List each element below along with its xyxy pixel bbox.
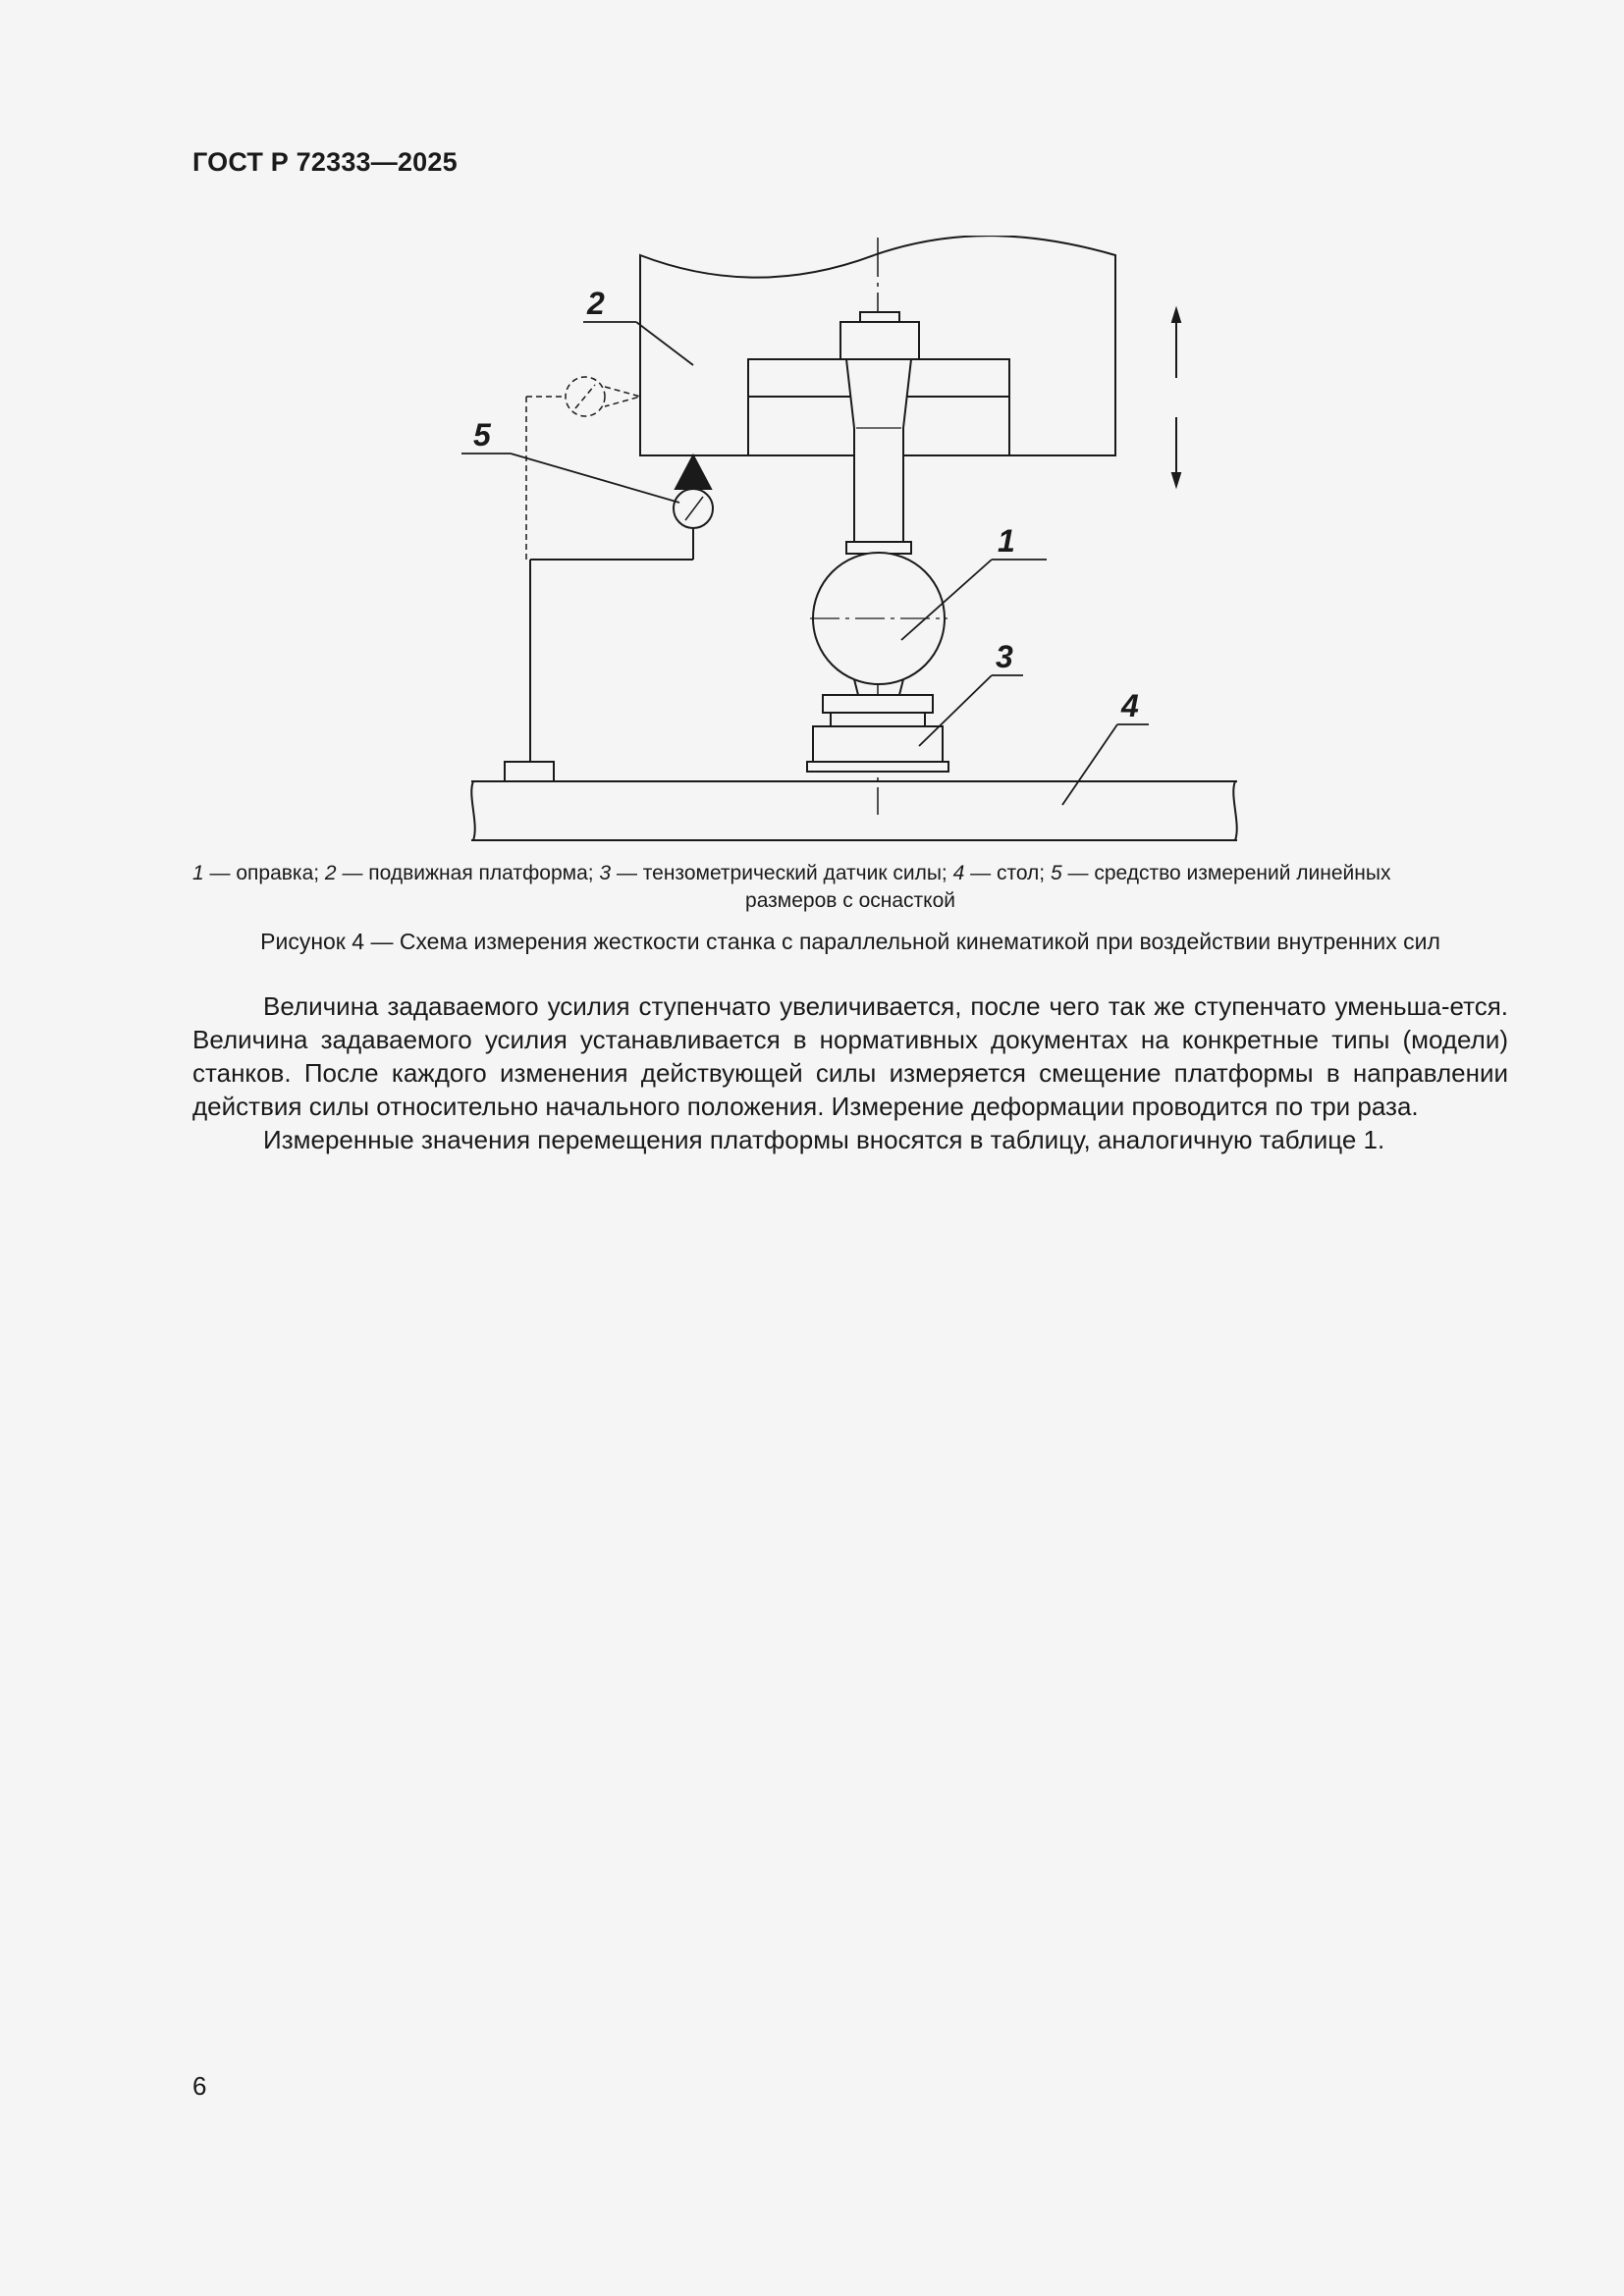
legend-item: 3 — тензометрический датчик силы;: [599, 862, 953, 884]
figure-legend: [192, 860, 1508, 915]
body-text: [192, 989, 1508, 1156]
callout-4: 4: [1121, 688, 1139, 723]
force-sensor: [807, 695, 948, 772]
figure-4-diagram: [461, 236, 1247, 854]
callout-3: 3: [996, 639, 1013, 674]
table: [471, 781, 1237, 840]
legend-item: 5 — средство измерений линейных: [1050, 862, 1391, 884]
legend-item: 1 — оправка;: [192, 862, 325, 884]
paragraph: Величина задаваемого усилия ступенчато увеличивается, после чего так же ступенчато уменьша-ется. Величина задаваемого усилия устанавливается в нормативных документах на конкретные типы (модели) станков. После каждого изменения действующей силы измеряется смещение платформы в направлении действия силы относительно начального положения. Измерение деформации проводится по три раза.: [192, 991, 1508, 1121]
legend-line-2: размеров с оснасткой: [745, 889, 955, 912]
paragraph: Измеренные значения перемещения платформы вносятся в таблицу, аналогичную таблице 1.: [263, 1125, 1385, 1154]
document-header: ГОСТ Р 72333—2025: [192, 147, 458, 177]
legend-item: 2 — подвижная платформа;: [324, 862, 600, 884]
callout-1: 1: [998, 523, 1015, 559]
callout-2: 2: [587, 286, 605, 321]
motion-arrow: [1172, 309, 1180, 486]
figure-caption: Рисунок 4 — Схема измерения жесткости станка с параллельной кинематикой при воздействии внутренних сил: [260, 929, 1440, 954]
callout-5: 5: [473, 417, 491, 453]
legend-item: 4 — стол;: [952, 862, 1051, 884]
page-number: 6: [192, 2071, 207, 2101]
